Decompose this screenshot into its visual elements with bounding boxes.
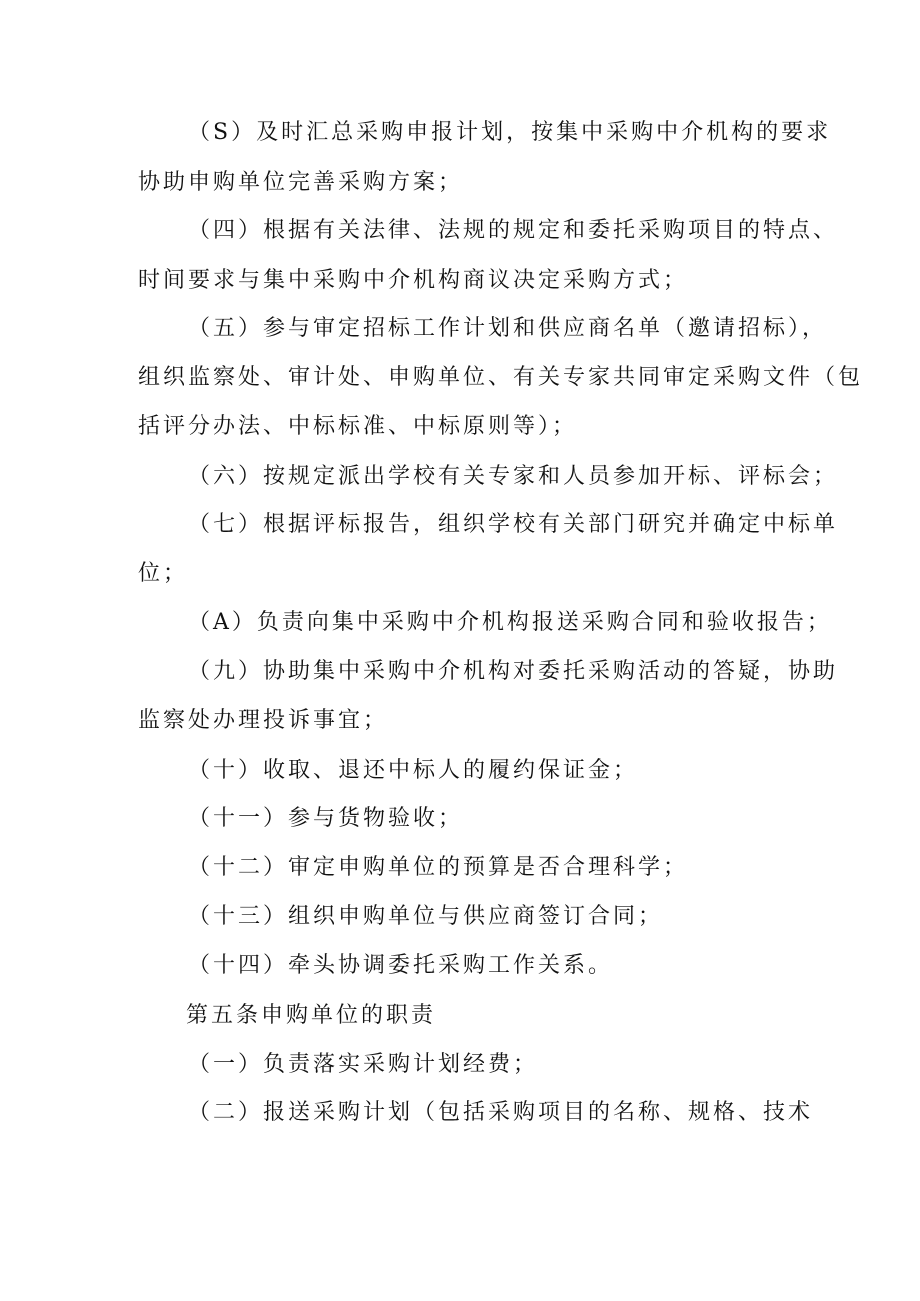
paragraph-line: （十二）审定申购单位的预算是否合理科学； (188, 855, 689, 880)
paragraph-line: （A）负责向集中采购中介机构报送采购合同和验收报告； (188, 610, 832, 635)
paragraph-line: （十一）参与货物验收； (188, 806, 464, 831)
paragraph-line: （一）负责落实采购计划经费； (188, 1052, 539, 1077)
paragraph-line: （六）按规定派出学校有关专家和人员参加开标、评标会； (188, 464, 839, 489)
paragraph-line: （十四）牵头协调委托采购工作关系。 (188, 953, 614, 978)
paragraph-line: （十）收取、退还中标人的履约保证金； (188, 758, 639, 783)
paragraph-line: 括评分办法、中标标准、中标原则等）； (138, 414, 578, 439)
paragraph-line: 协助申购单位完善采购方案； (138, 170, 464, 195)
paragraph-line: （S）及时汇总采购申报计划，按集中采购中介机构的要求 (188, 120, 832, 145)
paragraph-line: （二）报送采购计划（包括采购项目的名称、规格、技术 (188, 1100, 814, 1125)
paragraph-line: （九）协助集中采购中介机构对委托采购活动的答疑，协助 (188, 659, 839, 684)
paragraph-line: 组织监察处、审计处、申购单位、有关专家共同审定采购文件（包 (138, 365, 864, 390)
paragraph-line: 位； (138, 561, 189, 586)
paragraph-line: （七）根据评标报告，组织学校有关部门研究并确定中标单 (188, 512, 839, 537)
paragraph-line: 监察处办理投诉事宜； (138, 708, 389, 733)
paragraph-line: （五）参与审定招标工作计划和供应商名单（邀请招标）， (188, 316, 828, 341)
paragraph-line: （四）根据有关法律、法规的规定和委托采购项目的特点、 (188, 218, 839, 243)
paragraph-line: （十三）组织申购单位与供应商签订合同； (188, 904, 664, 929)
paragraph-line: 时间要求与集中采购中介机构商议决定采购方式； (138, 268, 689, 293)
section-heading: 第五条申购单位的职责 (186, 1003, 437, 1028)
